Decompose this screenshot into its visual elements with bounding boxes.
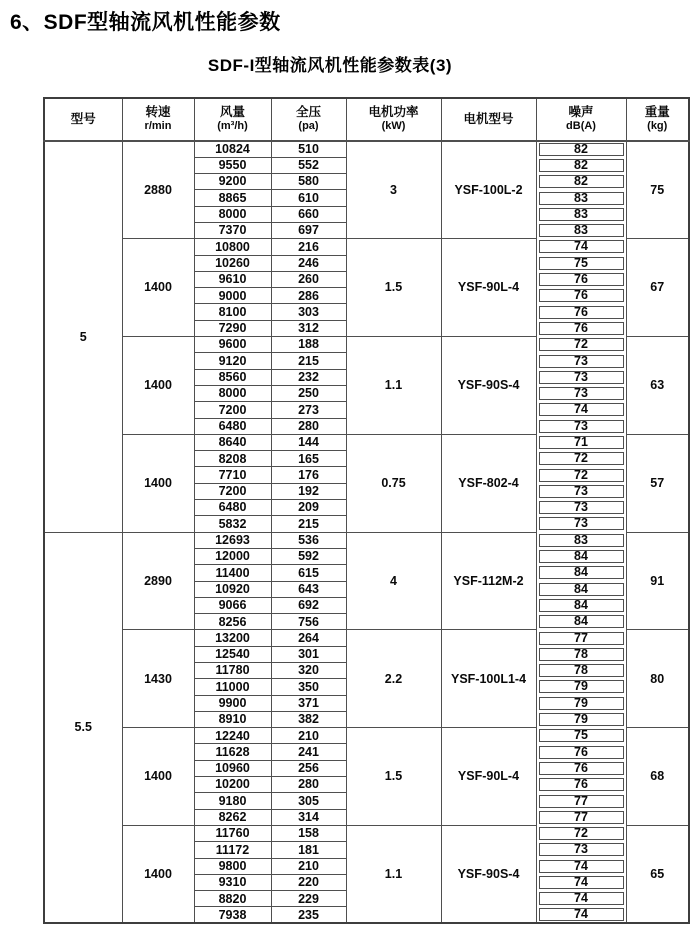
noise-cell — [536, 728, 626, 744]
noise-cell — [536, 320, 626, 336]
noise-cell — [536, 467, 626, 483]
noise-box: 82 — [539, 175, 624, 188]
airflow-cell: 10920 — [194, 581, 271, 597]
motor-model-cell: YSF-90S-4 — [441, 825, 536, 923]
power-cell: 0.75 — [346, 434, 441, 532]
noise-box: 72 — [539, 338, 624, 351]
header-motor — [441, 98, 536, 141]
power-cell: 2.2 — [346, 630, 441, 728]
page-title: 6、SDF型轴流风机性能参数 — [10, 11, 281, 34]
airflow-cell: 9180 — [194, 793, 271, 809]
model-cell: 5.5 — [44, 532, 122, 923]
noise-cell — [536, 695, 626, 711]
noise-cell — [536, 288, 626, 304]
airflow-cell: 8256 — [194, 614, 271, 630]
airflow-cell: 12540 — [194, 646, 271, 662]
pressure-cell: 232 — [271, 369, 346, 385]
noise-box: 76 — [539, 273, 624, 286]
airflow-cell: 8000 — [194, 385, 271, 401]
speed-cell: 1430 — [122, 630, 194, 728]
noise-box: 74 — [539, 240, 624, 253]
power-cell: 3 — [346, 141, 441, 239]
header-speed — [122, 98, 194, 141]
pressure-cell: 280 — [271, 777, 346, 793]
pressure-cell: 382 — [271, 711, 346, 727]
airflow-cell: 7370 — [194, 222, 271, 238]
noise-box: 74 — [539, 892, 624, 905]
header-model-label: 型号 — [70, 111, 96, 126]
weight-cell: 67 — [626, 239, 689, 337]
noise-cell — [536, 532, 626, 548]
noise-box: 83 — [539, 208, 624, 221]
pressure-cell: 697 — [271, 222, 346, 238]
speed-cell: 1400 — [122, 728, 194, 826]
pressure-cell: 260 — [271, 271, 346, 287]
table-row — [44, 728, 689, 744]
airflow-cell: 9600 — [194, 337, 271, 353]
header-model — [44, 98, 122, 141]
motor-model-cell: YSF-100L1-4 — [441, 630, 536, 728]
noise-box: 74 — [539, 403, 624, 416]
airflow-cell: 12000 — [194, 548, 271, 564]
noise-box: 77 — [539, 795, 624, 808]
pressure-cell: 536 — [271, 532, 346, 548]
airflow-cell: 11760 — [194, 825, 271, 841]
table-row — [44, 337, 689, 353]
noise-box: 76 — [539, 762, 624, 775]
noise-cell — [536, 190, 626, 206]
pressure-cell: 510 — [271, 141, 346, 157]
airflow-cell: 12693 — [194, 532, 271, 548]
pressure-cell: 552 — [271, 157, 346, 173]
airflow-cell: 6480 — [194, 418, 271, 434]
header-pressure-label: 全压 — [295, 104, 321, 119]
noise-cell — [536, 597, 626, 613]
pressure-cell: 643 — [271, 581, 346, 597]
noise-box: 73 — [539, 843, 624, 856]
noise-box: 73 — [539, 485, 624, 498]
noise-cell — [536, 516, 626, 532]
weight-cell: 65 — [626, 825, 689, 923]
noise-box: 83 — [539, 192, 624, 205]
noise-box: 78 — [539, 648, 624, 661]
model-cell: 5 — [44, 141, 122, 532]
noise-box: 71 — [539, 436, 624, 449]
speed-cell: 1400 — [122, 337, 194, 435]
noise-box: 73 — [539, 501, 624, 514]
pressure-cell: 209 — [271, 500, 346, 516]
noise-box: 72 — [539, 452, 624, 465]
noise-box: 79 — [539, 697, 624, 710]
pressure-cell: 756 — [271, 614, 346, 630]
pressure-cell: 188 — [271, 337, 346, 353]
pressure-cell: 320 — [271, 663, 346, 679]
noise-cell — [536, 451, 626, 467]
pressure-cell: 246 — [271, 255, 346, 271]
airflow-cell: 10200 — [194, 777, 271, 793]
airflow-cell: 11780 — [194, 663, 271, 679]
noise-box: 84 — [539, 566, 624, 579]
header-motor-label: 电机型号 — [463, 111, 514, 126]
noise-cell — [536, 744, 626, 760]
noise-box: 76 — [539, 289, 624, 302]
pressure-cell: 280 — [271, 418, 346, 434]
airflow-cell: 9000 — [194, 288, 271, 304]
noise-cell — [536, 663, 626, 679]
header-power-label: 电机功率 — [368, 104, 419, 119]
noise-box: 73 — [539, 355, 624, 368]
noise-box: 84 — [539, 615, 624, 628]
weight-cell: 80 — [626, 630, 689, 728]
pressure-cell: 250 — [271, 385, 346, 401]
airflow-cell: 10960 — [194, 760, 271, 776]
weight-cell: 57 — [626, 434, 689, 532]
table-header — [44, 98, 689, 141]
header-airflow — [194, 98, 271, 141]
noise-cell — [536, 174, 626, 190]
pressure-cell: 660 — [271, 206, 346, 222]
airflow-cell: 7200 — [194, 402, 271, 418]
noise-cell — [536, 793, 626, 809]
noise-cell — [536, 809, 626, 825]
airflow-cell: 11628 — [194, 744, 271, 760]
header-weight — [626, 98, 689, 141]
airflow-cell: 9800 — [194, 858, 271, 874]
airflow-cell: 8910 — [194, 711, 271, 727]
power-cell: 1.5 — [346, 239, 441, 337]
pressure-cell: 158 — [271, 825, 346, 841]
noise-cell — [536, 255, 626, 271]
noise-box: 75 — [539, 729, 624, 742]
noise-cell — [536, 711, 626, 727]
airflow-cell: 6480 — [194, 500, 271, 516]
power-cell: 1.1 — [346, 337, 441, 435]
airflow-cell: 8100 — [194, 304, 271, 320]
noise-cell — [536, 141, 626, 157]
power-cell: 4 — [346, 532, 441, 630]
noise-cell — [536, 825, 626, 841]
airflow-cell: 8560 — [194, 369, 271, 385]
noise-box: 72 — [539, 827, 624, 840]
header-weight-unit: (kg) — [647, 120, 668, 133]
noise-cell — [536, 630, 626, 646]
noise-box: 83 — [539, 224, 624, 237]
motor-model-cell: YSF-90L-4 — [441, 728, 536, 826]
airflow-cell: 10260 — [194, 255, 271, 271]
noise-cell — [536, 614, 626, 630]
noise-cell — [536, 369, 626, 385]
airflow-cell: 9610 — [194, 271, 271, 287]
pressure-cell: 692 — [271, 597, 346, 613]
pressure-cell: 592 — [271, 548, 346, 564]
pressure-cell: 301 — [271, 646, 346, 662]
airflow-cell: 9900 — [194, 695, 271, 711]
airflow-cell: 13200 — [194, 630, 271, 646]
pressure-cell: 220 — [271, 874, 346, 890]
header-noise-label: 噪声 — [568, 104, 594, 119]
airflow-cell: 8208 — [194, 451, 271, 467]
pressure-cell: 229 — [271, 891, 346, 907]
airflow-cell: 8640 — [194, 434, 271, 450]
airflow-cell: 7290 — [194, 320, 271, 336]
table-row — [44, 532, 689, 548]
airflow-cell: 9066 — [194, 597, 271, 613]
noise-box: 79 — [539, 680, 624, 693]
pressure-cell: 303 — [271, 304, 346, 320]
motor-model-cell: YSF-802-4 — [441, 434, 536, 532]
header-power — [346, 98, 441, 141]
noise-box: 76 — [539, 746, 624, 759]
noise-cell — [536, 402, 626, 418]
motor-model-cell: YSF-90L-4 — [441, 239, 536, 337]
speed-cell: 1400 — [122, 434, 194, 532]
airflow-cell: 9310 — [194, 874, 271, 890]
noise-cell — [536, 777, 626, 793]
header-airflow-unit: (m³/h) — [217, 120, 248, 133]
header-weight-label: 重量 — [644, 104, 670, 119]
airflow-cell: 5832 — [194, 516, 271, 532]
airflow-cell: 11000 — [194, 679, 271, 695]
speed-cell: 2880 — [122, 141, 194, 239]
noise-box: 73 — [539, 517, 624, 530]
pressure-cell: 350 — [271, 679, 346, 695]
header-noise-unit: dB(A) — [566, 120, 596, 133]
noise-cell — [536, 304, 626, 320]
noise-box: 74 — [539, 908, 624, 921]
noise-box: 77 — [539, 811, 624, 824]
speed-cell: 1400 — [122, 239, 194, 337]
noise-box: 82 — [539, 159, 624, 172]
noise-cell — [536, 842, 626, 858]
weight-cell: 63 — [626, 337, 689, 435]
table-row — [44, 825, 689, 841]
noise-box: 79 — [539, 713, 624, 726]
header-power-unit: (kW) — [381, 120, 406, 133]
noise-cell — [536, 206, 626, 222]
airflow-cell: 8865 — [194, 190, 271, 206]
pressure-cell: 241 — [271, 744, 346, 760]
airflow-cell: 8262 — [194, 809, 271, 825]
noise-box: 84 — [539, 550, 624, 563]
table-body — [44, 141, 689, 923]
noise-box: 73 — [539, 387, 624, 400]
power-cell: 1.1 — [346, 825, 441, 923]
noise-box: 76 — [539, 322, 624, 335]
noise-cell — [536, 760, 626, 776]
pressure-cell: 210 — [271, 728, 346, 744]
airflow-cell: 11172 — [194, 842, 271, 858]
noise-cell — [536, 157, 626, 173]
noise-cell — [536, 581, 626, 597]
airflow-cell: 8820 — [194, 891, 271, 907]
noise-cell — [536, 418, 626, 434]
noise-cell — [536, 891, 626, 907]
pressure-cell: 216 — [271, 239, 346, 255]
airflow-cell: 10824 — [194, 141, 271, 157]
noise-box: 76 — [539, 778, 624, 791]
fan-performance-table — [43, 97, 690, 924]
noise-cell — [536, 874, 626, 890]
weight-cell: 68 — [626, 728, 689, 826]
noise-cell — [536, 483, 626, 499]
noise-box: 83 — [539, 534, 624, 547]
table-title: SDF-I型轴流风机性能参数表(3) — [207, 56, 453, 75]
noise-box: 74 — [539, 876, 624, 889]
noise-cell — [536, 222, 626, 238]
pressure-cell: 256 — [271, 760, 346, 776]
noise-cell — [536, 679, 626, 695]
weight-cell: 75 — [626, 141, 689, 239]
noise-box: 84 — [539, 583, 624, 596]
table-row — [44, 630, 689, 646]
noise-box: 73 — [539, 371, 624, 384]
speed-cell: 1400 — [122, 825, 194, 923]
airflow-cell: 7200 — [194, 483, 271, 499]
airflow-cell: 9120 — [194, 353, 271, 369]
header-noise — [536, 98, 626, 141]
table-row — [44, 434, 689, 450]
noise-box: 73 — [539, 420, 624, 433]
power-cell: 1.5 — [346, 728, 441, 826]
header-row — [44, 98, 689, 141]
pressure-cell: 615 — [271, 565, 346, 581]
noise-cell — [536, 646, 626, 662]
noise-cell — [536, 353, 626, 369]
noise-box: 82 — [539, 143, 624, 156]
header-speed-unit: r/min — [144, 120, 172, 133]
noise-cell — [536, 565, 626, 581]
airflow-cell: 7710 — [194, 467, 271, 483]
pressure-cell: 210 — [271, 858, 346, 874]
noise-cell — [536, 548, 626, 564]
motor-model-cell: YSF-100L-2 — [441, 141, 536, 239]
header-pressure-unit: (pa) — [298, 120, 319, 133]
airflow-cell: 7938 — [194, 907, 271, 923]
pressure-cell: 314 — [271, 809, 346, 825]
noise-box: 72 — [539, 469, 624, 482]
airflow-cell: 10800 — [194, 239, 271, 255]
noise-box: 78 — [539, 664, 624, 677]
pressure-cell: 264 — [271, 630, 346, 646]
noise-cell — [536, 271, 626, 287]
header-pressure — [271, 98, 346, 141]
pressure-cell: 144 — [271, 434, 346, 450]
noise-box: 84 — [539, 599, 624, 612]
pressure-cell: 176 — [271, 467, 346, 483]
pressure-cell: 165 — [271, 451, 346, 467]
noise-box: 74 — [539, 860, 624, 873]
airflow-cell: 9550 — [194, 157, 271, 173]
pressure-cell: 181 — [271, 842, 346, 858]
noise-cell — [536, 239, 626, 255]
noise-cell — [536, 858, 626, 874]
noise-box: 75 — [539, 257, 624, 270]
pressure-cell: 235 — [271, 907, 346, 923]
table-row — [44, 239, 689, 255]
speed-cell: 2890 — [122, 532, 194, 630]
motor-model-cell: YSF-90S-4 — [441, 337, 536, 435]
noise-box: 77 — [539, 632, 624, 645]
pressure-cell: 580 — [271, 174, 346, 190]
pressure-cell: 215 — [271, 516, 346, 532]
pressure-cell: 305 — [271, 793, 346, 809]
airflow-cell: 12240 — [194, 728, 271, 744]
table-row — [44, 141, 689, 157]
pressure-cell: 273 — [271, 402, 346, 418]
airflow-cell: 11400 — [194, 565, 271, 581]
pressure-cell: 192 — [271, 483, 346, 499]
airflow-cell: 9200 — [194, 174, 271, 190]
pressure-cell: 610 — [271, 190, 346, 206]
noise-cell — [536, 500, 626, 516]
pressure-cell: 215 — [271, 353, 346, 369]
header-airflow-label: 风量 — [219, 104, 245, 119]
pressure-cell: 312 — [271, 320, 346, 336]
noise-cell — [536, 337, 626, 353]
airflow-cell: 8000 — [194, 206, 271, 222]
noise-cell — [536, 385, 626, 401]
motor-model-cell: YSF-112M-2 — [441, 532, 536, 630]
pressure-cell: 286 — [271, 288, 346, 304]
header-speed-label: 转速 — [145, 104, 171, 119]
noise-cell — [536, 907, 626, 923]
weight-cell: 91 — [626, 532, 689, 630]
pressure-cell: 371 — [271, 695, 346, 711]
noise-cell — [536, 434, 626, 450]
noise-box: 76 — [539, 306, 624, 319]
